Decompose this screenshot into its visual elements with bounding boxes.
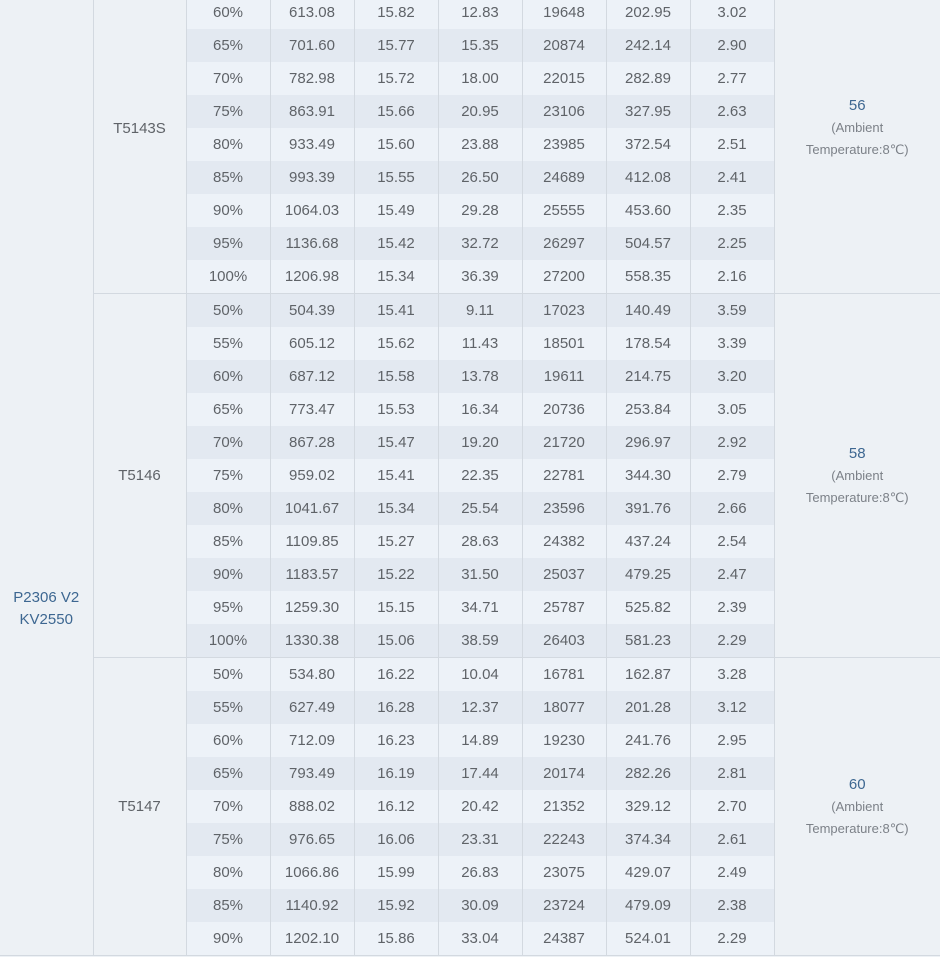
- data-cell: 2.39: [690, 591, 774, 624]
- ambient-note-line-2: Temperature:8℃): [805, 489, 909, 505]
- ambient-note-line-2: Temperature:8℃): [805, 142, 909, 157]
- data-cell: 20.42: [438, 790, 522, 823]
- data-cell: 627.49: [270, 691, 354, 724]
- data-cell: 23106: [522, 95, 606, 128]
- temperature-result-cell: [774, 0, 940, 294]
- data-cell: 70%: [186, 790, 270, 823]
- data-cell: 25555: [522, 194, 606, 227]
- data-cell: 3.12: [690, 691, 774, 724]
- data-cell: 15.34: [354, 492, 438, 525]
- data-cell: 65%: [186, 757, 270, 790]
- data-cell: 2.25: [690, 227, 774, 260]
- data-cell: 3.59: [690, 294, 774, 328]
- data-cell: 1041.67: [270, 492, 354, 525]
- data-cell: 14.89: [438, 724, 522, 757]
- data-cell: 437.24: [606, 525, 690, 558]
- data-cell: 282.26: [606, 757, 690, 790]
- data-cell: 2.92: [690, 426, 774, 459]
- data-cell: 3.28: [690, 658, 774, 692]
- data-cell: 75%: [186, 95, 270, 128]
- data-cell: 19230: [522, 724, 606, 757]
- propeller-cell: T5146: [93, 294, 186, 658]
- data-cell: 65%: [186, 29, 270, 62]
- data-cell: 2.38: [690, 889, 774, 922]
- data-cell: 863.91: [270, 95, 354, 128]
- data-cell: 976.65: [270, 823, 354, 856]
- data-cell: 2.49: [690, 856, 774, 889]
- data-cell: 16.06: [354, 823, 438, 856]
- data-cell: 32.72: [438, 227, 522, 260]
- data-cell: 327.95: [606, 95, 690, 128]
- data-cell: 23724: [522, 889, 606, 922]
- data-cell: 21720: [522, 426, 606, 459]
- data-cell: 25037: [522, 558, 606, 591]
- table-row: [0, 294, 940, 328]
- data-cell: 24689: [522, 161, 606, 194]
- data-cell: 22243: [522, 823, 606, 856]
- propeller-cell: T5143S: [93, 0, 186, 294]
- data-cell: 15.66: [354, 95, 438, 128]
- data-cell: 90%: [186, 194, 270, 227]
- data-cell: 1330.38: [270, 624, 354, 658]
- data-cell: 1066.86: [270, 856, 354, 889]
- data-cell: 15.86: [354, 922, 438, 956]
- data-cell: 162.87: [606, 658, 690, 692]
- data-cell: 65%: [186, 393, 270, 426]
- table-row: [0, 658, 940, 692]
- data-cell: 504.57: [606, 227, 690, 260]
- data-cell: 1064.03: [270, 194, 354, 227]
- temperature-result-cell: [774, 294, 940, 658]
- data-cell: 15.34: [354, 260, 438, 294]
- data-cell: 15.60: [354, 128, 438, 161]
- data-cell: 33.04: [438, 922, 522, 956]
- data-cell: 85%: [186, 525, 270, 558]
- data-cell: 25787: [522, 591, 606, 624]
- data-cell: 2.61: [690, 823, 774, 856]
- temperature-result-cell: [774, 658, 940, 956]
- data-cell: 253.84: [606, 393, 690, 426]
- data-cell: 140.49: [606, 294, 690, 328]
- data-cell: 773.47: [270, 393, 354, 426]
- data-cell: 28.63: [438, 525, 522, 558]
- data-cell: 20874: [522, 29, 606, 62]
- motor-model-line-1: P2306 V2: [13, 589, 80, 606]
- data-cell: 793.49: [270, 757, 354, 790]
- data-cell: 22.35: [438, 459, 522, 492]
- data-cell: 16.12: [354, 790, 438, 823]
- data-cell: 18077: [522, 691, 606, 724]
- data-cell: 31.50: [438, 558, 522, 591]
- data-cell: 429.07: [606, 856, 690, 889]
- data-cell: 1259.30: [270, 591, 354, 624]
- data-cell: 1136.68: [270, 227, 354, 260]
- data-cell: 11.43: [438, 327, 522, 360]
- data-cell: 701.60: [270, 29, 354, 62]
- data-cell: 3.20: [690, 360, 774, 393]
- data-cell: 15.47: [354, 426, 438, 459]
- data-cell: 15.99: [354, 856, 438, 889]
- data-cell: 60%: [186, 360, 270, 393]
- data-cell: 1109.85: [270, 525, 354, 558]
- data-cell: 2.79: [690, 459, 774, 492]
- data-cell: 2.47: [690, 558, 774, 591]
- data-cell: 70%: [186, 426, 270, 459]
- data-cell: 18.00: [438, 62, 522, 95]
- temperature-value: 58: [848, 444, 866, 462]
- data-cell: 3.05: [690, 393, 774, 426]
- data-cell: 1183.57: [270, 558, 354, 591]
- data-cell: 80%: [186, 856, 270, 889]
- motor-model-line-2: KV2550: [19, 611, 73, 628]
- data-cell: 75%: [186, 459, 270, 492]
- data-cell: 581.23: [606, 624, 690, 658]
- data-cell: 15.53: [354, 393, 438, 426]
- temperature-value: 60: [848, 775, 866, 793]
- data-cell: 25.54: [438, 492, 522, 525]
- data-cell: 26297: [522, 227, 606, 260]
- data-cell: 2.90: [690, 29, 774, 62]
- data-cell: 15.77: [354, 29, 438, 62]
- data-cell: 15.41: [354, 459, 438, 492]
- data-cell: 782.98: [270, 62, 354, 95]
- data-cell: 9.11: [438, 294, 522, 328]
- ambient-note-line-2: Temperature:8℃): [805, 820, 909, 836]
- data-cell: 16781: [522, 658, 606, 692]
- data-cell: 344.30: [606, 459, 690, 492]
- data-cell: 15.72: [354, 62, 438, 95]
- data-cell: 20.95: [438, 95, 522, 128]
- data-cell: 214.75: [606, 360, 690, 393]
- data-cell: 525.82: [606, 591, 690, 624]
- data-cell: 30.09: [438, 889, 522, 922]
- data-cell: 85%: [186, 161, 270, 194]
- data-cell: 23.88: [438, 128, 522, 161]
- data-cell: 60%: [186, 724, 270, 757]
- data-cell: 19.20: [438, 426, 522, 459]
- data-cell: 55%: [186, 691, 270, 724]
- data-cell: 504.39: [270, 294, 354, 328]
- data-cell: 38.59: [438, 624, 522, 658]
- data-cell: 2.41: [690, 161, 774, 194]
- data-cell: 2.63: [690, 95, 774, 128]
- data-cell: 933.49: [270, 128, 354, 161]
- data-cell: 12.83: [438, 0, 522, 29]
- data-cell: 241.76: [606, 724, 690, 757]
- data-cell: 90%: [186, 558, 270, 591]
- data-cell: 80%: [186, 128, 270, 161]
- data-cell: 50%: [186, 294, 270, 328]
- data-cell: 479.25: [606, 558, 690, 591]
- data-cell: 372.54: [606, 128, 690, 161]
- data-cell: 613.08: [270, 0, 354, 29]
- data-cell: 867.28: [270, 426, 354, 459]
- data-cell: 15.92: [354, 889, 438, 922]
- data-cell: 17023: [522, 294, 606, 328]
- data-cell: 15.15: [354, 591, 438, 624]
- data-cell: 534.80: [270, 658, 354, 692]
- data-cell: 2.29: [690, 624, 774, 658]
- data-cell: 479.09: [606, 889, 690, 922]
- data-cell: 20174: [522, 757, 606, 790]
- data-cell: 605.12: [270, 327, 354, 360]
- data-cell: 15.27: [354, 525, 438, 558]
- data-cell: 29.28: [438, 194, 522, 227]
- data-cell: 2.16: [690, 260, 774, 294]
- data-cell: 453.60: [606, 194, 690, 227]
- data-cell: 16.34: [438, 393, 522, 426]
- data-cell: 60%: [186, 0, 270, 29]
- data-cell: 15.58: [354, 360, 438, 393]
- data-cell: 2.29: [690, 922, 774, 956]
- data-cell: 24382: [522, 525, 606, 558]
- data-cell: 24387: [522, 922, 606, 956]
- data-cell: 374.34: [606, 823, 690, 856]
- data-cell: 100%: [186, 260, 270, 294]
- data-cell: 100%: [186, 624, 270, 658]
- data-cell: 15.35: [438, 29, 522, 62]
- ambient-note-line-1: (Ambient: [831, 120, 884, 135]
- data-cell: 85%: [186, 889, 270, 922]
- data-cell: 12.37: [438, 691, 522, 724]
- motor-model-cell: [0, 0, 93, 956]
- data-cell: 19648: [522, 0, 606, 29]
- data-cell: 2.35: [690, 194, 774, 227]
- data-cell: 15.55: [354, 161, 438, 194]
- data-cell: 15.41: [354, 294, 438, 328]
- data-cell: 178.54: [606, 327, 690, 360]
- data-cell: 2.54: [690, 525, 774, 558]
- data-cell: 3.02: [690, 0, 774, 29]
- data-cell: 36.39: [438, 260, 522, 294]
- data-cell: 16.23: [354, 724, 438, 757]
- data-cell: 20736: [522, 393, 606, 426]
- data-cell: 50%: [186, 658, 270, 692]
- data-cell: 80%: [186, 492, 270, 525]
- data-cell: 242.14: [606, 29, 690, 62]
- data-cell: 15.06: [354, 624, 438, 658]
- data-cell: 524.01: [606, 922, 690, 956]
- data-cell: 26.83: [438, 856, 522, 889]
- data-cell: 26403: [522, 624, 606, 658]
- data-cell: 15.49: [354, 194, 438, 227]
- data-cell: 22015: [522, 62, 606, 95]
- data-cell: 16.19: [354, 757, 438, 790]
- data-cell: 2.70: [690, 790, 774, 823]
- data-cell: 993.39: [270, 161, 354, 194]
- data-cell: 27200: [522, 260, 606, 294]
- data-cell: 90%: [186, 922, 270, 956]
- data-cell: 23596: [522, 492, 606, 525]
- data-cell: 13.78: [438, 360, 522, 393]
- data-cell: 55%: [186, 327, 270, 360]
- data-cell: 15.82: [354, 0, 438, 29]
- temperature-value: 56: [848, 97, 866, 114]
- data-cell: 15.22: [354, 558, 438, 591]
- data-cell: 959.02: [270, 459, 354, 492]
- ambient-note-line-1: (Ambient: [831, 467, 884, 483]
- data-cell: 2.51: [690, 128, 774, 161]
- data-cell: 15.62: [354, 327, 438, 360]
- data-cell: 26.50: [438, 161, 522, 194]
- data-cell: 21352: [522, 790, 606, 823]
- data-cell: 282.89: [606, 62, 690, 95]
- data-cell: 1202.10: [270, 922, 354, 956]
- data-cell: 18501: [522, 327, 606, 360]
- data-cell: 15.42: [354, 227, 438, 260]
- data-cell: 75%: [186, 823, 270, 856]
- data-cell: 2.81: [690, 757, 774, 790]
- data-cell: 1206.98: [270, 260, 354, 294]
- data-cell: 23.31: [438, 823, 522, 856]
- data-cell: 16.22: [354, 658, 438, 692]
- data-cell: 712.09: [270, 724, 354, 757]
- data-cell: 202.95: [606, 0, 690, 29]
- data-cell: 296.97: [606, 426, 690, 459]
- data-cell: 19611: [522, 360, 606, 393]
- data-cell: 3.39: [690, 327, 774, 360]
- data-cell: 22781: [522, 459, 606, 492]
- data-cell: 23075: [522, 856, 606, 889]
- data-cell: 1140.92: [270, 889, 354, 922]
- data-cell: 2.66: [690, 492, 774, 525]
- data-cell: 687.12: [270, 360, 354, 393]
- data-cell: 2.77: [690, 62, 774, 95]
- data-cell: 17.44: [438, 757, 522, 790]
- data-cell: 558.35: [606, 260, 690, 294]
- data-cell: 412.08: [606, 161, 690, 194]
- data-cell: 70%: [186, 62, 270, 95]
- data-cell: 34.71: [438, 591, 522, 624]
- ambient-note-line-1: (Ambient: [831, 798, 884, 814]
- data-cell: 329.12: [606, 790, 690, 823]
- data-cell: 23985: [522, 128, 606, 161]
- data-cell: 16.28: [354, 691, 438, 724]
- data-cell: 201.28: [606, 691, 690, 724]
- data-cell: 95%: [186, 591, 270, 624]
- data-cell: 10.04: [438, 658, 522, 692]
- data-cell: 2.95: [690, 724, 774, 757]
- data-cell: 95%: [186, 227, 270, 260]
- data-cell: 391.76: [606, 492, 690, 525]
- propeller-cell: T5147: [93, 658, 186, 956]
- data-cell: 888.02: [270, 790, 354, 823]
